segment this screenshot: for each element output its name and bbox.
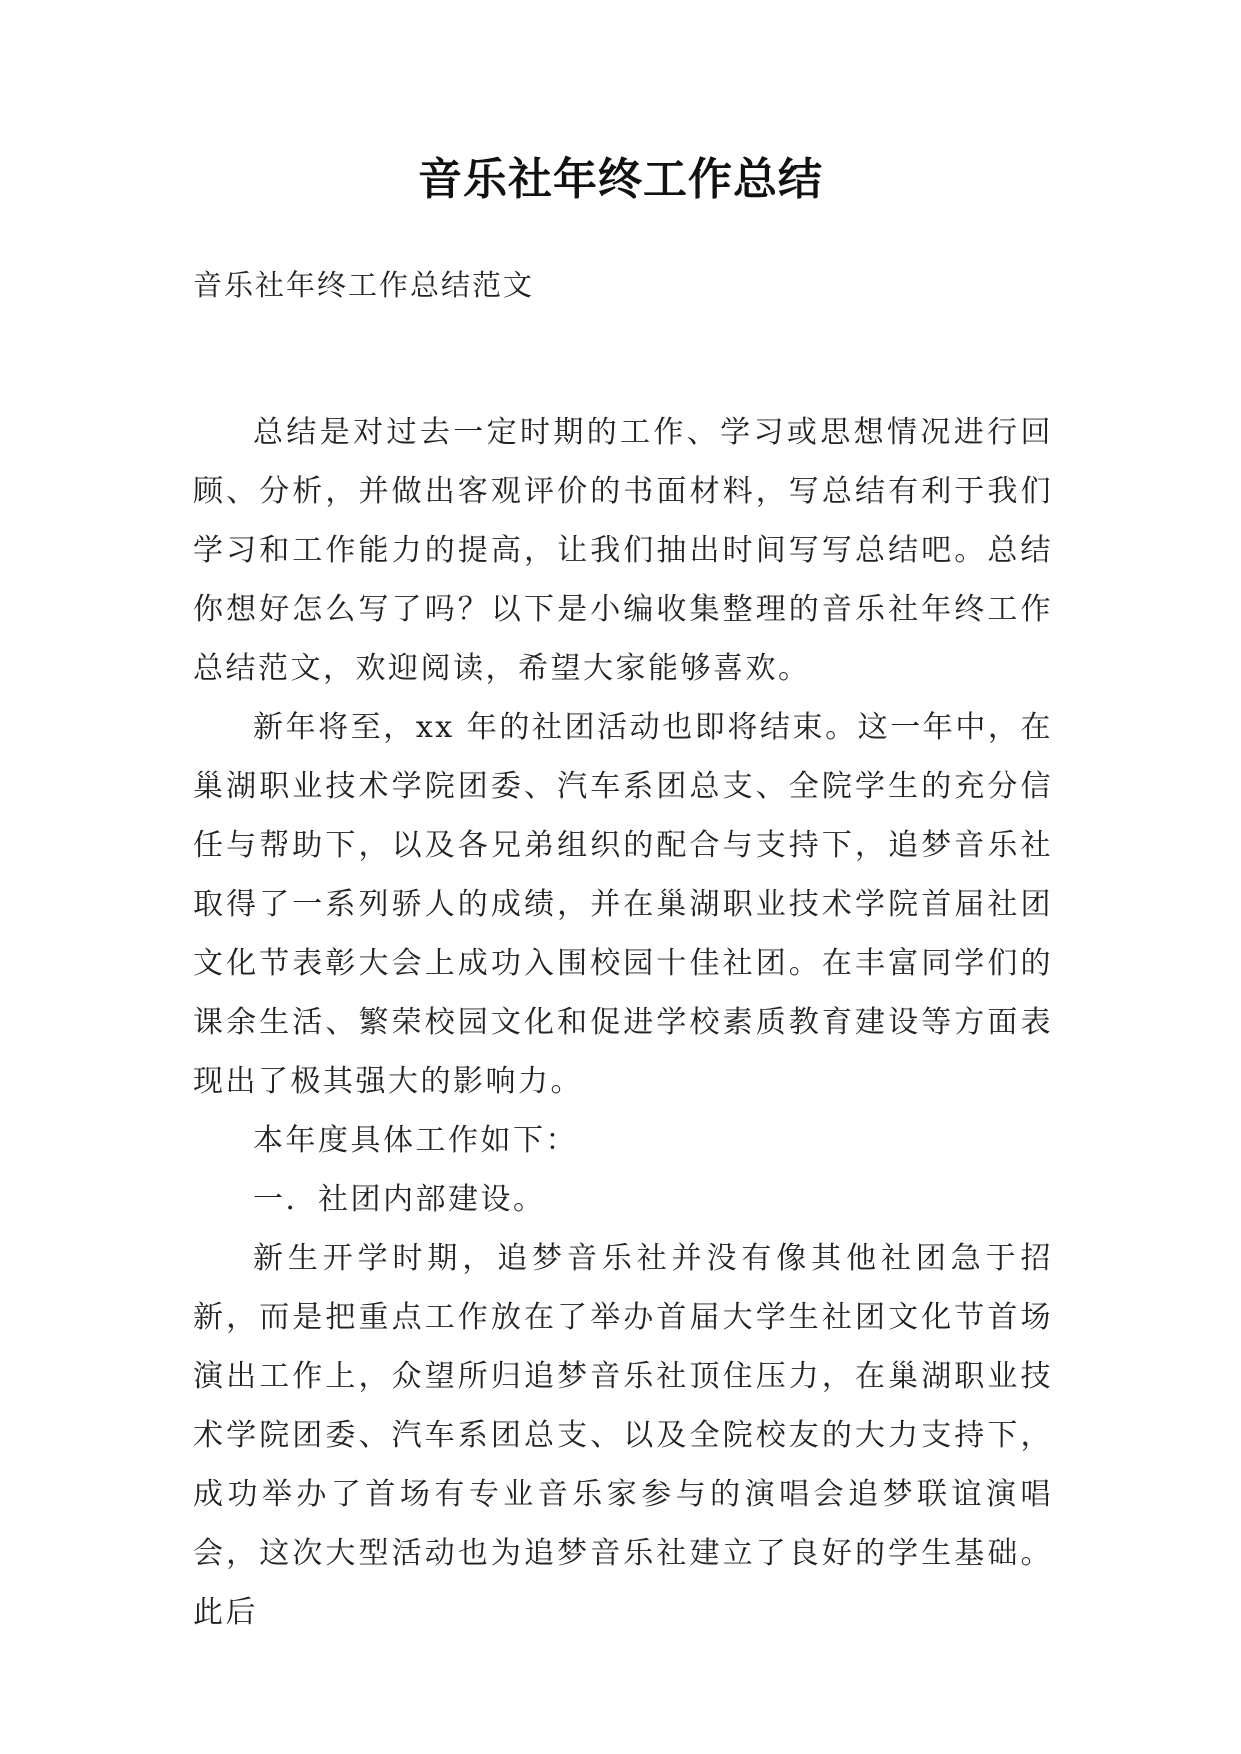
document-body (193, 403, 1053, 1642)
paragraph-overview: 新年将至，xx 年的社团活动也即将结束。这一年中，在巢湖职业技术学院团委、汽车系团总支、全院学生的充分信任与帮助下，以及各兄弟组织的配合与支持下，追梦音乐社取得了一系列骄人的成绩，并在巢湖职业技术学院首届社团文化节表彰大会上成功入围校园十佳社团。在丰富同学们的课余生活、繁荣校园文化和促进学校素质教育建设等方面表现出了极其强大的影响力。 (193, 710, 1053, 1099)
paragraph-section-one: 一．社团内部建设。 (253, 1182, 546, 1217)
paragraph-work-heading: 本年度具体工作如下： (253, 1123, 578, 1158)
document-title: 音乐社年终工作总结 (418, 154, 823, 205)
paragraph-intro: 总结是对过去一定时期的工作、学习或思想情况进行回顾、分析，并做出客观评价的书面材料，写总结有利于我们学习和工作能力的提高，让我们抽出时间写写总结吧。总结你想好怎么写了吗？以下是小编收集整理的音乐社年终工作总结范文，欢迎阅读，希望大家能够喜欢。 (193, 415, 1053, 686)
document-subtitle: 音乐社年终工作总结范文 (193, 268, 535, 302)
paragraph-section-one-text: 新生开学时期，追梦音乐社并没有像其他社团急于招新，而是把重点工作放在了举办首届大学生社团文化节首场演出工作上，众望所归追梦音乐社顶住压力，在巢湖职业技术学院团委、汽车系团总支、以及全院校友的大力支持下，成功举办了首场有专业音乐家参与的演唱会追梦联谊演唱会，这次大型活动也为追梦音乐社建立了良好的学生基础。此后 (193, 1241, 1053, 1630)
